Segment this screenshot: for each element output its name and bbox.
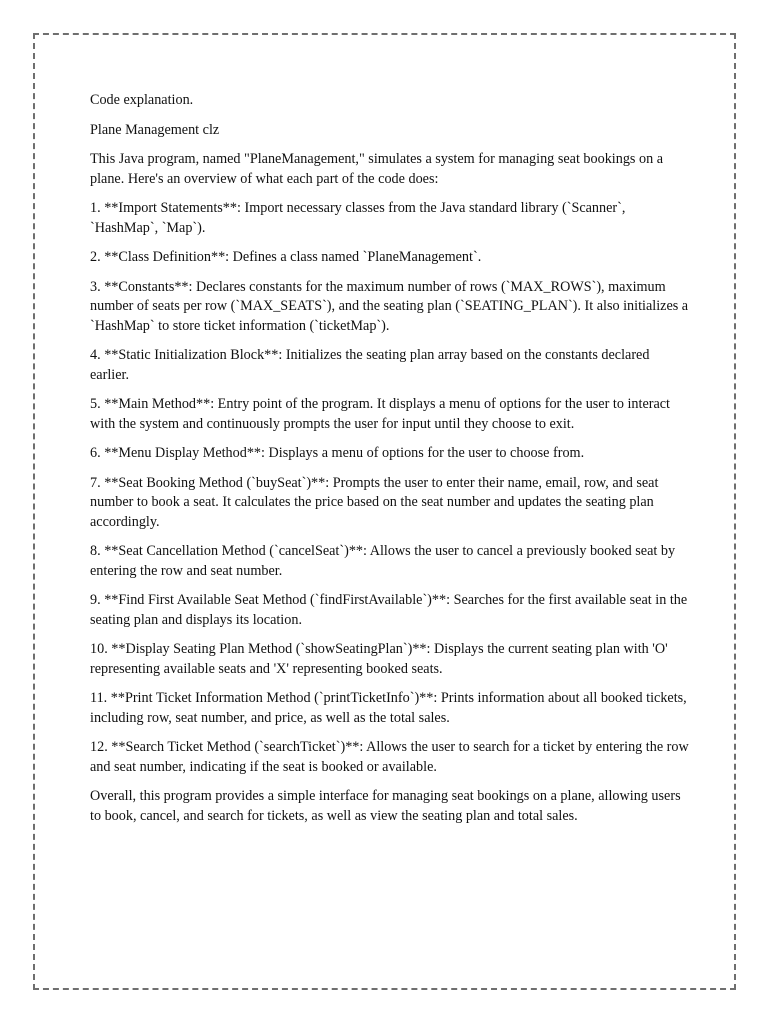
- item-constants: 3. **Constants**: Declares constants for the maximum number of rows (`MAX_ROWS`), maximum number of seats per row (`MAX_SEATS`), and the seating plan (`SEATING_PLAN`). It also initializes a `HashMap` to store ticket information (`ticketMap`).: [90, 278, 689, 334]
- item-seat-cancellation: 8. **Seat Cancellation Method (`cancelSeat`)**: Allows the user to cancel a previously booked seat by entering the row and seat number.: [90, 543, 676, 579]
- item-import-statements: 1. **Import Statements**: Import necessary classes from the Java standard library (`Scanner`, `HashMap`, `Map`).: [90, 200, 626, 236]
- item-search-ticket: 12. **Search Ticket Method (`searchTicket`)**: Allows the user to search for a ticket by entering the row and seat number, indicating if the seat is booked or available.: [90, 739, 689, 775]
- item-class-definition: 2. **Class Definition**: Defines a class named `PlaneManagement`.: [90, 249, 482, 266]
- document-heading: Code explanation.: [90, 92, 194, 108]
- document-subheading: Plane Management clz: [90, 121, 220, 138]
- intro-paragraph: This Java program, named "PlaneManagement," simulates a system for managing seat bookings on a plane. Here's an overview of what each part of the code does:: [90, 151, 664, 187]
- conclusion-paragraph: Overall, this program provides a simple interface for managing seat bookings on a plane, allowing users to book, cancel, and search for tickets, as well as view the seating plan and total sales.: [90, 788, 681, 824]
- item-seat-booking: 7. **Seat Booking Method (`buySeat`)**: Prompts the user to enter their name, email, row, and seat number to book a seat. It calculates the price based on the seat number and updates the seating plan accordingly.: [90, 474, 659, 530]
- item-display-seating-plan: 10. **Display Seating Plan Method (`showSeatingPlan`)**: Displays the current seating plan with 'O' representing available seats and 'X' representing booked seats.: [90, 641, 668, 677]
- item-print-ticket-info: 11. **Print Ticket Information Method (`printTicketInfo`)**: Prints information about all booked tickets, including row, seat number, and price, as well as the total sales.: [90, 690, 687, 726]
- item-static-initialization: 4. **Static Initialization Block**: Initializes the seating plan array based on the constants declared earlier.: [90, 347, 650, 383]
- item-main-method: 5. **Main Method**: Entry point of the program. It displays a menu of options for the user to interact with the system and continuously prompts the user for input until they choose to exit.: [90, 396, 670, 432]
- item-menu-display: 6. **Menu Display Method**: Displays a menu of options for the user to choose from.: [90, 445, 585, 462]
- item-find-first-available: 9. **Find First Available Seat Method (`findFirstAvailable`)**: Searches for the first available seat in the seating plan and displays its location.: [90, 592, 688, 628]
- document-body: [90, 91, 690, 836]
